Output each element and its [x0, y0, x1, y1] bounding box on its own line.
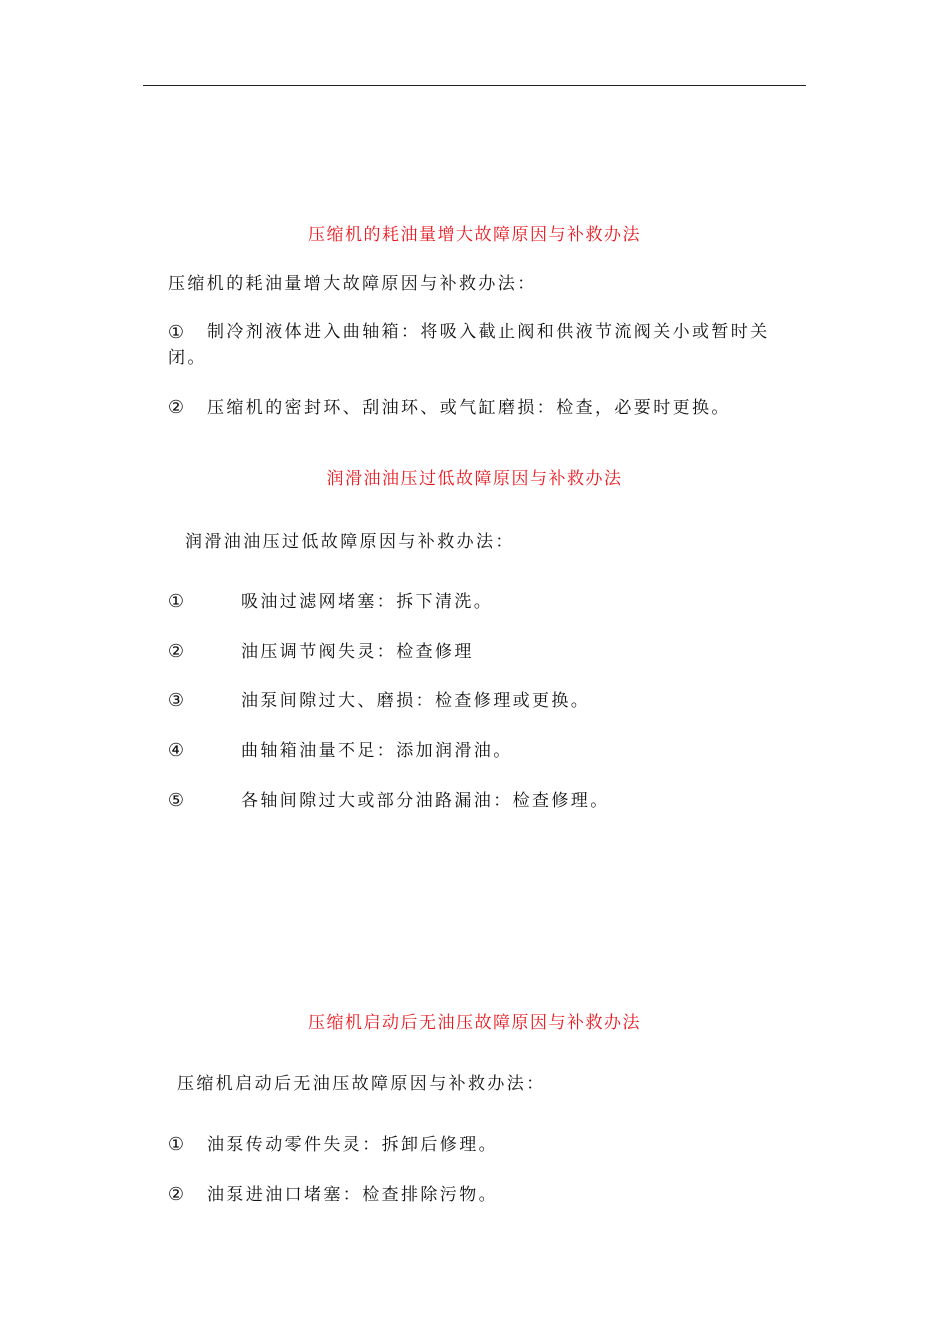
- section1-item2-text: 压缩机的密封环、刮油环、或气缸磨损：检查，必要时更换。: [207, 398, 731, 418]
- section2-item1-text: 吸油过滤网堵塞：拆下清洗。: [241, 592, 494, 612]
- section2-item5-text: 各轴间隙过大或部分油路漏油：检查修理。: [241, 791, 610, 811]
- header-rule: [143, 85, 806, 86]
- section3-intro: 压缩机启动后无油压故障原因与补救办法：: [177, 1074, 546, 1094]
- section1-item1-number: ①: [167, 322, 185, 343]
- section1-item1-text: 制冷剂液体进入曲轴箱：将吸入截止阀和供液节流阀关小或暂时关闭。: [168, 322, 770, 368]
- section1-intro: 压缩机的耗油量增大故障原因与补救办法：: [168, 274, 537, 294]
- section3-item1-number: ①: [167, 1134, 185, 1155]
- section3-heading: 压缩机启动后无油压故障原因与补救办法: [308, 1013, 641, 1033]
- section1-heading: 压缩机的耗油量增大故障原因与补救办法: [308, 225, 641, 245]
- section2-intro: 润滑油油压过低故障原因与补救办法：: [185, 532, 515, 552]
- section1-item2-number: ②: [167, 397, 185, 418]
- section2-item5-number: ⑤: [167, 790, 185, 811]
- section3-item2-text: 油泵进油口堵塞：检查排除污物。: [207, 1185, 498, 1205]
- section2-item4-number: ④: [167, 740, 185, 761]
- section3-item2-number: ②: [167, 1184, 185, 1205]
- section2-heading: 润滑油油压过低故障原因与补救办法: [326, 469, 623, 489]
- section2-item1-number: ①: [167, 591, 185, 612]
- section2-item3-number: ③: [167, 690, 185, 711]
- section2-item2-number: ②: [167, 641, 185, 662]
- section2-item3-text: 油泵间隙过大、磨损：检查修理或更换。: [241, 691, 591, 711]
- section3-item1-text: 油泵传动零件失灵：拆卸后修理。: [207, 1135, 498, 1155]
- section2-item4-text: 曲轴箱油量不足：添加润滑油。: [241, 741, 513, 761]
- section2-item2-text: 油压调节阀失灵：检查修理: [241, 642, 474, 662]
